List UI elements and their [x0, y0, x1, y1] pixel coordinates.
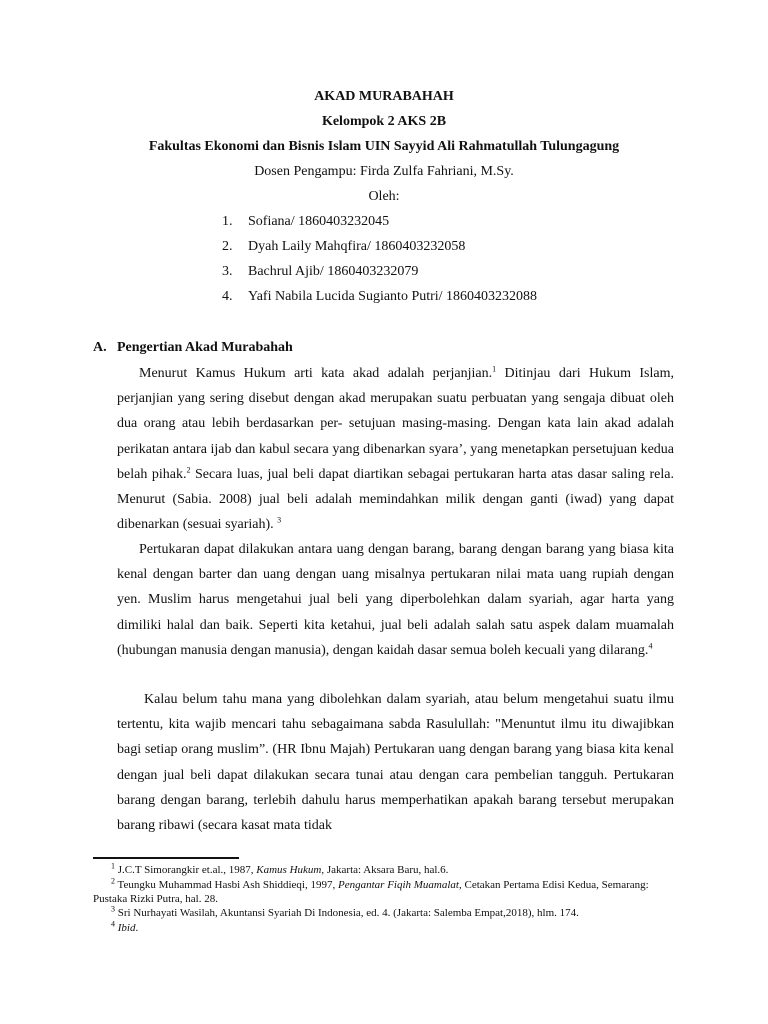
paragraph-1	[117, 361, 674, 537]
author-text: Dyah Laily Mahqfira/ 1860403232058	[248, 239, 466, 254]
author-text: Sofiana/ 1860403232045	[248, 214, 390, 229]
footnote-text: , Cetakan Pertama Edisi Kedua, Semarang: Pustaka Rizki Putra, hal. 28.	[93, 879, 649, 905]
footnote-ref[interactable]: 4	[648, 641, 653, 651]
footnote-ref[interactable]: 3	[277, 515, 282, 525]
footnote-number: 2	[111, 876, 115, 886]
footnote-separator	[93, 857, 239, 859]
footnote-item	[93, 921, 653, 935]
footnote-number: 4	[111, 919, 115, 929]
document-title: AKAD MURABAHAH	[314, 89, 454, 104]
author-text: Bachrul Ajib/ 1860403232079	[248, 264, 419, 279]
author-item	[222, 263, 418, 281]
footnote-ref[interactable]: 2	[186, 465, 191, 475]
footnote-italic: Ibid	[117, 922, 136, 934]
footnote-item	[93, 878, 653, 906]
footnote-text: , Jakarta: Aksara Baru, hal.6.	[321, 864, 449, 876]
paragraph-text: Secara luas, jual beli dapat diartikan sebagai pertukaran harta atas dasar saling rela. Menurut (Sabia. 2008) jual beli adalah memindahkan milik dengan ganti (iwad) yang dapat dibenarkan (sesuai syariah).	[117, 466, 674, 533]
paragraph-3	[117, 687, 674, 838]
by-label: Oleh:	[368, 189, 400, 204]
author-item	[222, 213, 389, 231]
author-item	[222, 238, 465, 256]
author-number: 1.	[222, 214, 233, 229]
paragraph-text: Ditinjau dari Hukum Islam, perjanjian yang sering disebut dengan akad merupakan suatu perbuatan yang sengaja dibuat oleh dua orang atau lebih berdasarkan per- setujuan masing-masing. Dengan kata lain akad adalah perikatan antara ijab dan kabul secara yang dibenarkan syara’, yang menetapkan persetujuan kedua belah pihak.	[117, 366, 674, 482]
paragraph-2	[117, 537, 674, 663]
author-number: 3.	[222, 264, 233, 279]
footnote-italic: Kamus Hukum	[256, 864, 322, 876]
footnote-italic: Pengantar Fiqih Muamalat	[338, 879, 459, 891]
paragraph-text: Kalau belum tahu mana yang dibolehkan dalam syariah, atau belum mengetahui suatu ilmu tertentu, kita wajib mencari tahu sebagaimana sabda Rasulullah: "Menuntut ilmu itu diwajibkan bagi setiap orang muslim”. (HR Ibnu Majah) Pertukaran uang dengan barang yang biasa kita kenal dengan jual beli dapat dilakukan secara tunai atau dengan cara pembelian tangguh. Pertukaran barang dengan barang, terlebih dahulu harus memperhatikan apakah barang tersebut merupakan barang ribawi (secara kasat mata tidak	[117, 692, 674, 834]
footnote-ref[interactable]: 1	[492, 364, 497, 374]
footnote-text: Sri Nurhayati Wasilah, Akuntansi Syariah Di Indonesia, ed. 4. (Jakarta: Salemba Empat,2018), hlm. 174.	[115, 907, 579, 919]
footnote-item	[93, 906, 653, 920]
section-title: Pengertian Akad Murabahah	[117, 340, 293, 355]
author-number: 4.	[222, 289, 233, 304]
group-name: Kelompok 2 AKS 2B	[321, 114, 447, 129]
author-item	[222, 288, 537, 306]
author-text: Yafi Nabila Lucida Sugianto Putri/ 1860403232088	[248, 289, 538, 304]
footnote-number: 3	[111, 904, 115, 914]
footnote-text: Teungku Muhammad Hasbi Ash Shiddieqi, 1997,	[115, 879, 338, 891]
footnote-number: 1	[111, 861, 115, 871]
paragraph-text: Menurut Kamus Hukum arti kata akad adalah perjanjian.	[139, 366, 493, 381]
section-letter: A.	[93, 340, 107, 355]
author-number: 2.	[222, 239, 233, 254]
footnote-text: J.C.T Simorangkir et.al., 1987,	[115, 864, 257, 876]
lecturer-line: Dosen Pengampu: Firda Zulfa Fahriani, M.Sy.	[254, 164, 514, 179]
footnote-text: .	[135, 922, 139, 934]
footnote-item	[93, 863, 653, 877]
faculty-name: Fakultas Ekonomi dan Bisnis Islam UIN Sayyid Ali Rahmatullah Tulungagung	[148, 139, 620, 154]
section-heading	[93, 339, 293, 357]
paragraph-text: Pertukaran dapat dilakukan antara uang dengan barang, barang dengan barang yang biasa kita kenal dengan barter dan uang dengan uang misalnya pertukaran nilai mata uang rupiah dengan yen. Muslim harus mengetahui jual beli yang diperbolehkan dalam syariah, agar harta yang dimiliki halal dan baik. Seperti kita ketahui, jual beli adalah salah satu aspek dalam muamalah (hubungan manusia dengan manusia), dengan kaidah dasar semua boleh kecuali yang dilarang.	[117, 542, 674, 658]
